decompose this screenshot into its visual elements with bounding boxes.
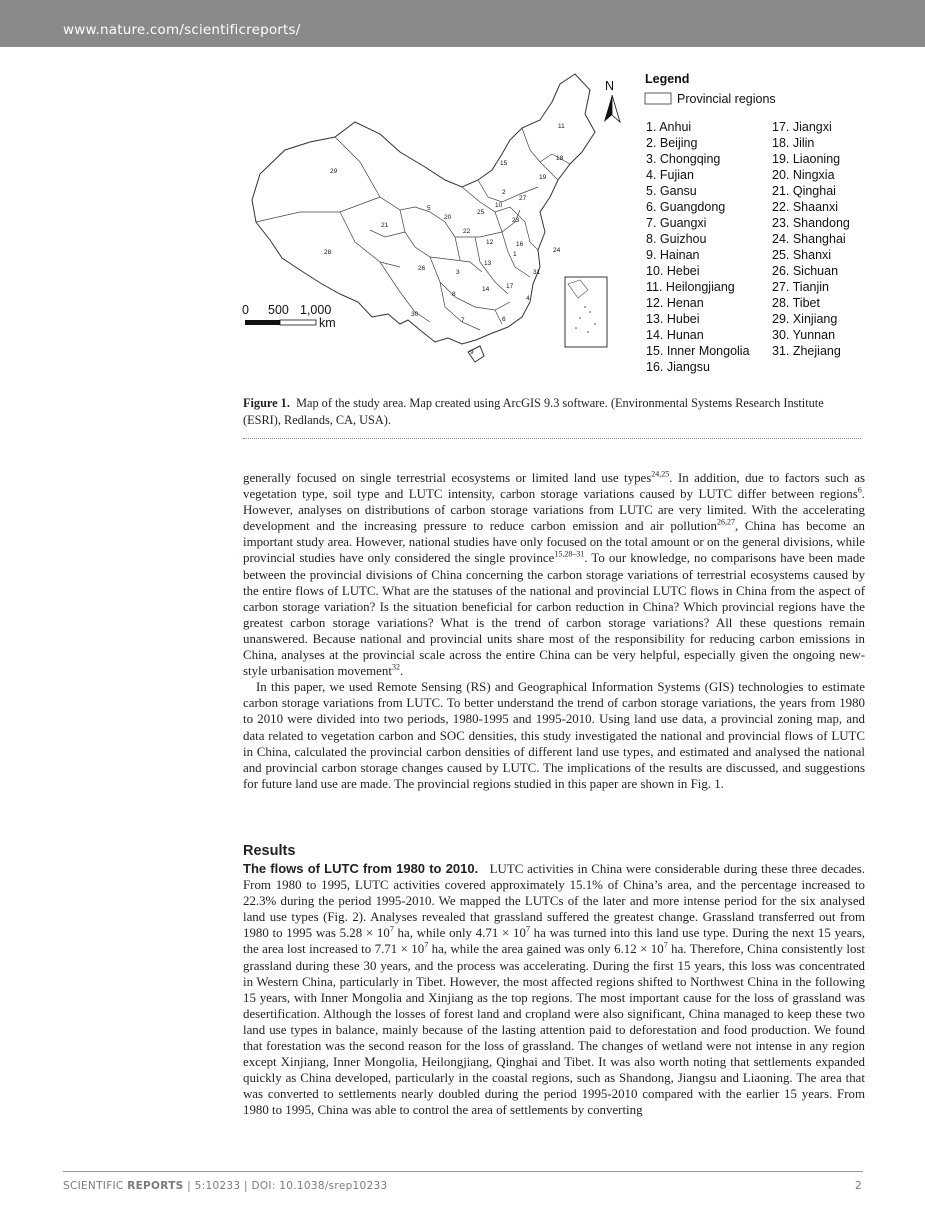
- legend-column-1: [646, 120, 750, 374]
- legend-entry: 14. Hunan: [646, 328, 704, 342]
- map-label: 26: [418, 265, 426, 272]
- map-label: 31: [533, 269, 541, 276]
- legend-entry: 7. Guangxi: [646, 216, 707, 230]
- map-label: 30: [411, 311, 419, 318]
- legend-entry: 29. Xinjiang: [772, 312, 838, 326]
- legend-entry: 30. Yunnan: [772, 328, 836, 342]
- figure-caption: [243, 395, 863, 428]
- site-header-bar: [0, 0, 925, 47]
- citation-ref[interactable]: 24,25: [651, 469, 670, 479]
- map-label: 7: [461, 317, 465, 324]
- map-label: 20: [444, 214, 452, 221]
- map-label: 1: [513, 251, 517, 258]
- map-legend: [645, 72, 850, 374]
- legend-entry: 18. Jilin: [772, 136, 815, 150]
- study-area-map: [240, 62, 870, 382]
- legend-entry: 22. Shaanxi: [772, 200, 839, 214]
- citation-ref[interactable]: 15,28–31: [554, 550, 585, 560]
- legend-entry: 6. Guangdong: [646, 200, 726, 214]
- legend-entry: 5. Gansu: [646, 184, 697, 198]
- scale-bar: [242, 303, 336, 330]
- footer-divider: [63, 1171, 863, 1172]
- map-label: 29: [330, 168, 338, 175]
- doi-citation: | 5:10233 | DOI: 10.1038/srep10233: [187, 1180, 388, 1192]
- map-label: 22: [463, 228, 471, 235]
- results-heading: Results: [243, 843, 296, 859]
- map-label: 19: [539, 174, 547, 181]
- results-subheading: The flows of LUTC from 1980 to 2010.: [243, 861, 479, 876]
- legend-entry: 28. Tibet: [772, 296, 820, 310]
- footer-citation: [63, 1180, 387, 1192]
- legend-entry: 19. Liaoning: [772, 152, 841, 166]
- scale-label: 0: [242, 303, 249, 317]
- map-label: 11: [558, 123, 565, 130]
- map-label: 2: [502, 189, 506, 196]
- legend-entry: 26. Sichuan: [772, 264, 839, 278]
- legend-entry: 23. Shandong: [772, 216, 850, 230]
- legend-entry: 4. Fujian: [646, 168, 694, 182]
- legend-entry: 20. Ningxia: [772, 168, 835, 182]
- legend-entry: 24. Shanghai: [772, 232, 846, 246]
- journal-name-a: SCIENTIFIC: [63, 1180, 124, 1192]
- legend-entry: 10. Hebei: [646, 264, 700, 278]
- map-label: 5: [427, 205, 431, 212]
- map-label: 8: [452, 291, 456, 298]
- map-label: 17: [506, 283, 514, 290]
- scale-label: 500: [268, 303, 289, 317]
- figure-caption-text: Map of the study area. Map created using ArcGIS 9.3 software. (Environmental Systems Research Institute (ESRI), Redlands, CA, USA).: [243, 396, 824, 427]
- legend-entry: 9. Hainan: [646, 248, 700, 262]
- legend-entry: 25. Shanxi: [772, 248, 832, 262]
- legend-entry: 17. Jiangxi: [772, 120, 832, 134]
- citation-ref[interactable]: 6: [857, 485, 862, 495]
- figure-label: Figure 1.: [243, 396, 290, 410]
- legend-entry: 2. Beijing: [646, 136, 698, 150]
- map-label: 4: [526, 295, 530, 302]
- legend-entry: 16. Jiangsu: [646, 360, 710, 374]
- map-label: 21: [381, 222, 389, 229]
- map-label: 24: [553, 247, 561, 254]
- south-china-sea-inset: [565, 277, 607, 347]
- legend-entry: 31. Zhejiang: [772, 344, 841, 358]
- legend-entry: 21. Qinghai: [772, 184, 836, 198]
- legend-entry: 11. Heilongjiang: [646, 280, 735, 294]
- map-label: 10: [495, 202, 503, 209]
- map-label: 6: [502, 316, 506, 323]
- north-arrow: [604, 79, 620, 122]
- map-label: 18: [556, 155, 564, 162]
- china-outline: [252, 74, 595, 362]
- map-label: 16: [516, 241, 524, 248]
- legend-column-2: [772, 120, 850, 358]
- scale-label: 1,000: [300, 303, 332, 317]
- map-label: 27: [519, 195, 527, 202]
- citation-ref[interactable]: 26,27: [716, 517, 735, 527]
- map-label: 12: [486, 239, 494, 246]
- citation-ref[interactable]: 32: [391, 662, 400, 672]
- map-label: 13: [484, 260, 492, 267]
- north-arrow-label: N: [605, 79, 615, 93]
- map-label: 25: [477, 209, 485, 216]
- scale-unit: km: [319, 316, 336, 330]
- results-paragraph-1: The flows of LUTC from 1980 to 2010. LUTC activities in China were considerable during these three decades. From 1980 to 1995, LUTC activities covered approximately 15.1% of China’s area, and the percentage increased to 22.3% during the period 1995-2010. We mapped the LUTCs of the later and more intense period for the six analysed land use types (Fig. 2). Analyses revealed that grassland suffered the greatest change. Grassland transferred out from 1980 to 1995 was $5.28 \times 10^7$ ha, while only $4.71 \times 10^7$ ha was turned into this land use type. During the next 15 years, the area lost increased to $7.71 \times 10^7$ ha, while the area gained was only $6.12 \times 10^7$ ha. Therefore, China consistently lost grassland during these 30 years, and the process was accelerating. During the first 15 years, this loss was concentrated in Western China, particularly in Tibet. However, the most affected regions shifted to Northwest China in the following 15 years, with Inner Mongolia and Xinjiang as the top regions. The most important cause for the loss of grassland was desertification. Although the losses of forest land and cropland were also significant, China managed to keep these two land use types in balance, mainly because of the lasting attention paid to deforestation and food production. We found that forestation was the second reason for the loss of grassland. The changes of wetland were not intense in any region except Xinjiang, Inner Mongolia, Heilongjiang, Qinghai and Tibet. It was also worth noting that settlements expanded quickly as China developed, particularly in the coastal regions, such as Shandong, Jiangsu and Liaoning. The area that was converted to settlements nearly doubled during the period 1995-2010 compared with the earlier 15 years. From 1980 to 1995, China was able to control the area of settlements by converting: [243, 861, 866, 1118]
- legend-box-label: Provincial regions: [677, 92, 776, 106]
- map-label: 14: [482, 286, 490, 293]
- legend-entry: 8. Guizhou: [646, 232, 707, 246]
- journal-name-b: REPORTS: [127, 1180, 184, 1192]
- legend-entry: 15. Inner Mongolia: [646, 344, 750, 358]
- introduction-text: [243, 470, 865, 792]
- legend-entry: 12. Henan: [646, 296, 704, 310]
- page-number: 2: [855, 1180, 862, 1192]
- map-label: 9: [470, 349, 474, 356]
- map-label: 15: [500, 160, 508, 167]
- results-text: [243, 861, 865, 1119]
- map-label: 28: [324, 249, 332, 256]
- site-url[interactable]: www.nature.com/scientificreports/: [63, 22, 301, 38]
- intro-paragraph-2: In this paper, we used Remote Sensing (RS) and Geographical Information Systems (GIS) technologies to estimate carbon storage variations from LUTC. To better understand the trend of carbon storage variations, the years from 1980 to 2010 were divided into two periods, 1980-1995 and 1995-2010. Using land use data, a provincial zoning map, and data related to vegetation carbon and SOC densities, this study investigated the national and provincial flows of LUTC in China, calculated the provincial carbon densities of different land use types, and estimated and analysed the national and provincial carbon storage changes caused by LUTC. The implications of the results are discussed, and suggestions for future land use are made. The provincial regions studied in this paper are shown in Fig. 1.: [243, 680, 865, 791]
- legend-entry: 27. Tianjin: [772, 280, 829, 294]
- legend-entry: 13. Hubei: [646, 312, 700, 326]
- legend-entry: 1. Anhui: [646, 120, 692, 134]
- map-label: 3: [456, 269, 460, 276]
- intro-paragraph-1: generally focused on single terrestrial ecosystems or limited land use types$^{24,25}$. In addition, due to factors such as vegetation type, soil type and LUTC intensity, carbon storage variations caused by LUTC differ between regions$^6$. However, analyses on distributions of carbon storage variations from LUTC are very limited. With the accelerating development and the increasing pressure to reduce carbon emission and air pollution$^{26,27}$, China has become an important study area. However, national studies have only focused on the total amount or on the general divisions, while provincial studies have only considered the single province$^{15,28-31}$. To our knowledge, no comparisons have been made between the provincial divisions of China concerning the carbon storage variations of terrestrial ecosystems caused by the entire flows of LUTC. What are the statuses of the national and provincial LUTC flows in China from the aspect of carbon storage variation? Is the situation beneficial for carbon reduction in China? Which provincial regions have the greatest carbon storage variations? What is the trend of carbon storage variations? All these questions remain unanswered. Because national and provincial units share most of the responsibility for reducing carbon emissions in China, analyses at the provincial scale across the entire China can be very helpful, especially given the ongoing new-style urbanisation movement$^{32}$.: [243, 469, 866, 679]
- legend-entry: 3. Chongqing: [646, 152, 721, 166]
- figure-divider: [243, 438, 861, 439]
- legend-title: Legend: [645, 72, 690, 86]
- map-label: 23: [512, 217, 520, 224]
